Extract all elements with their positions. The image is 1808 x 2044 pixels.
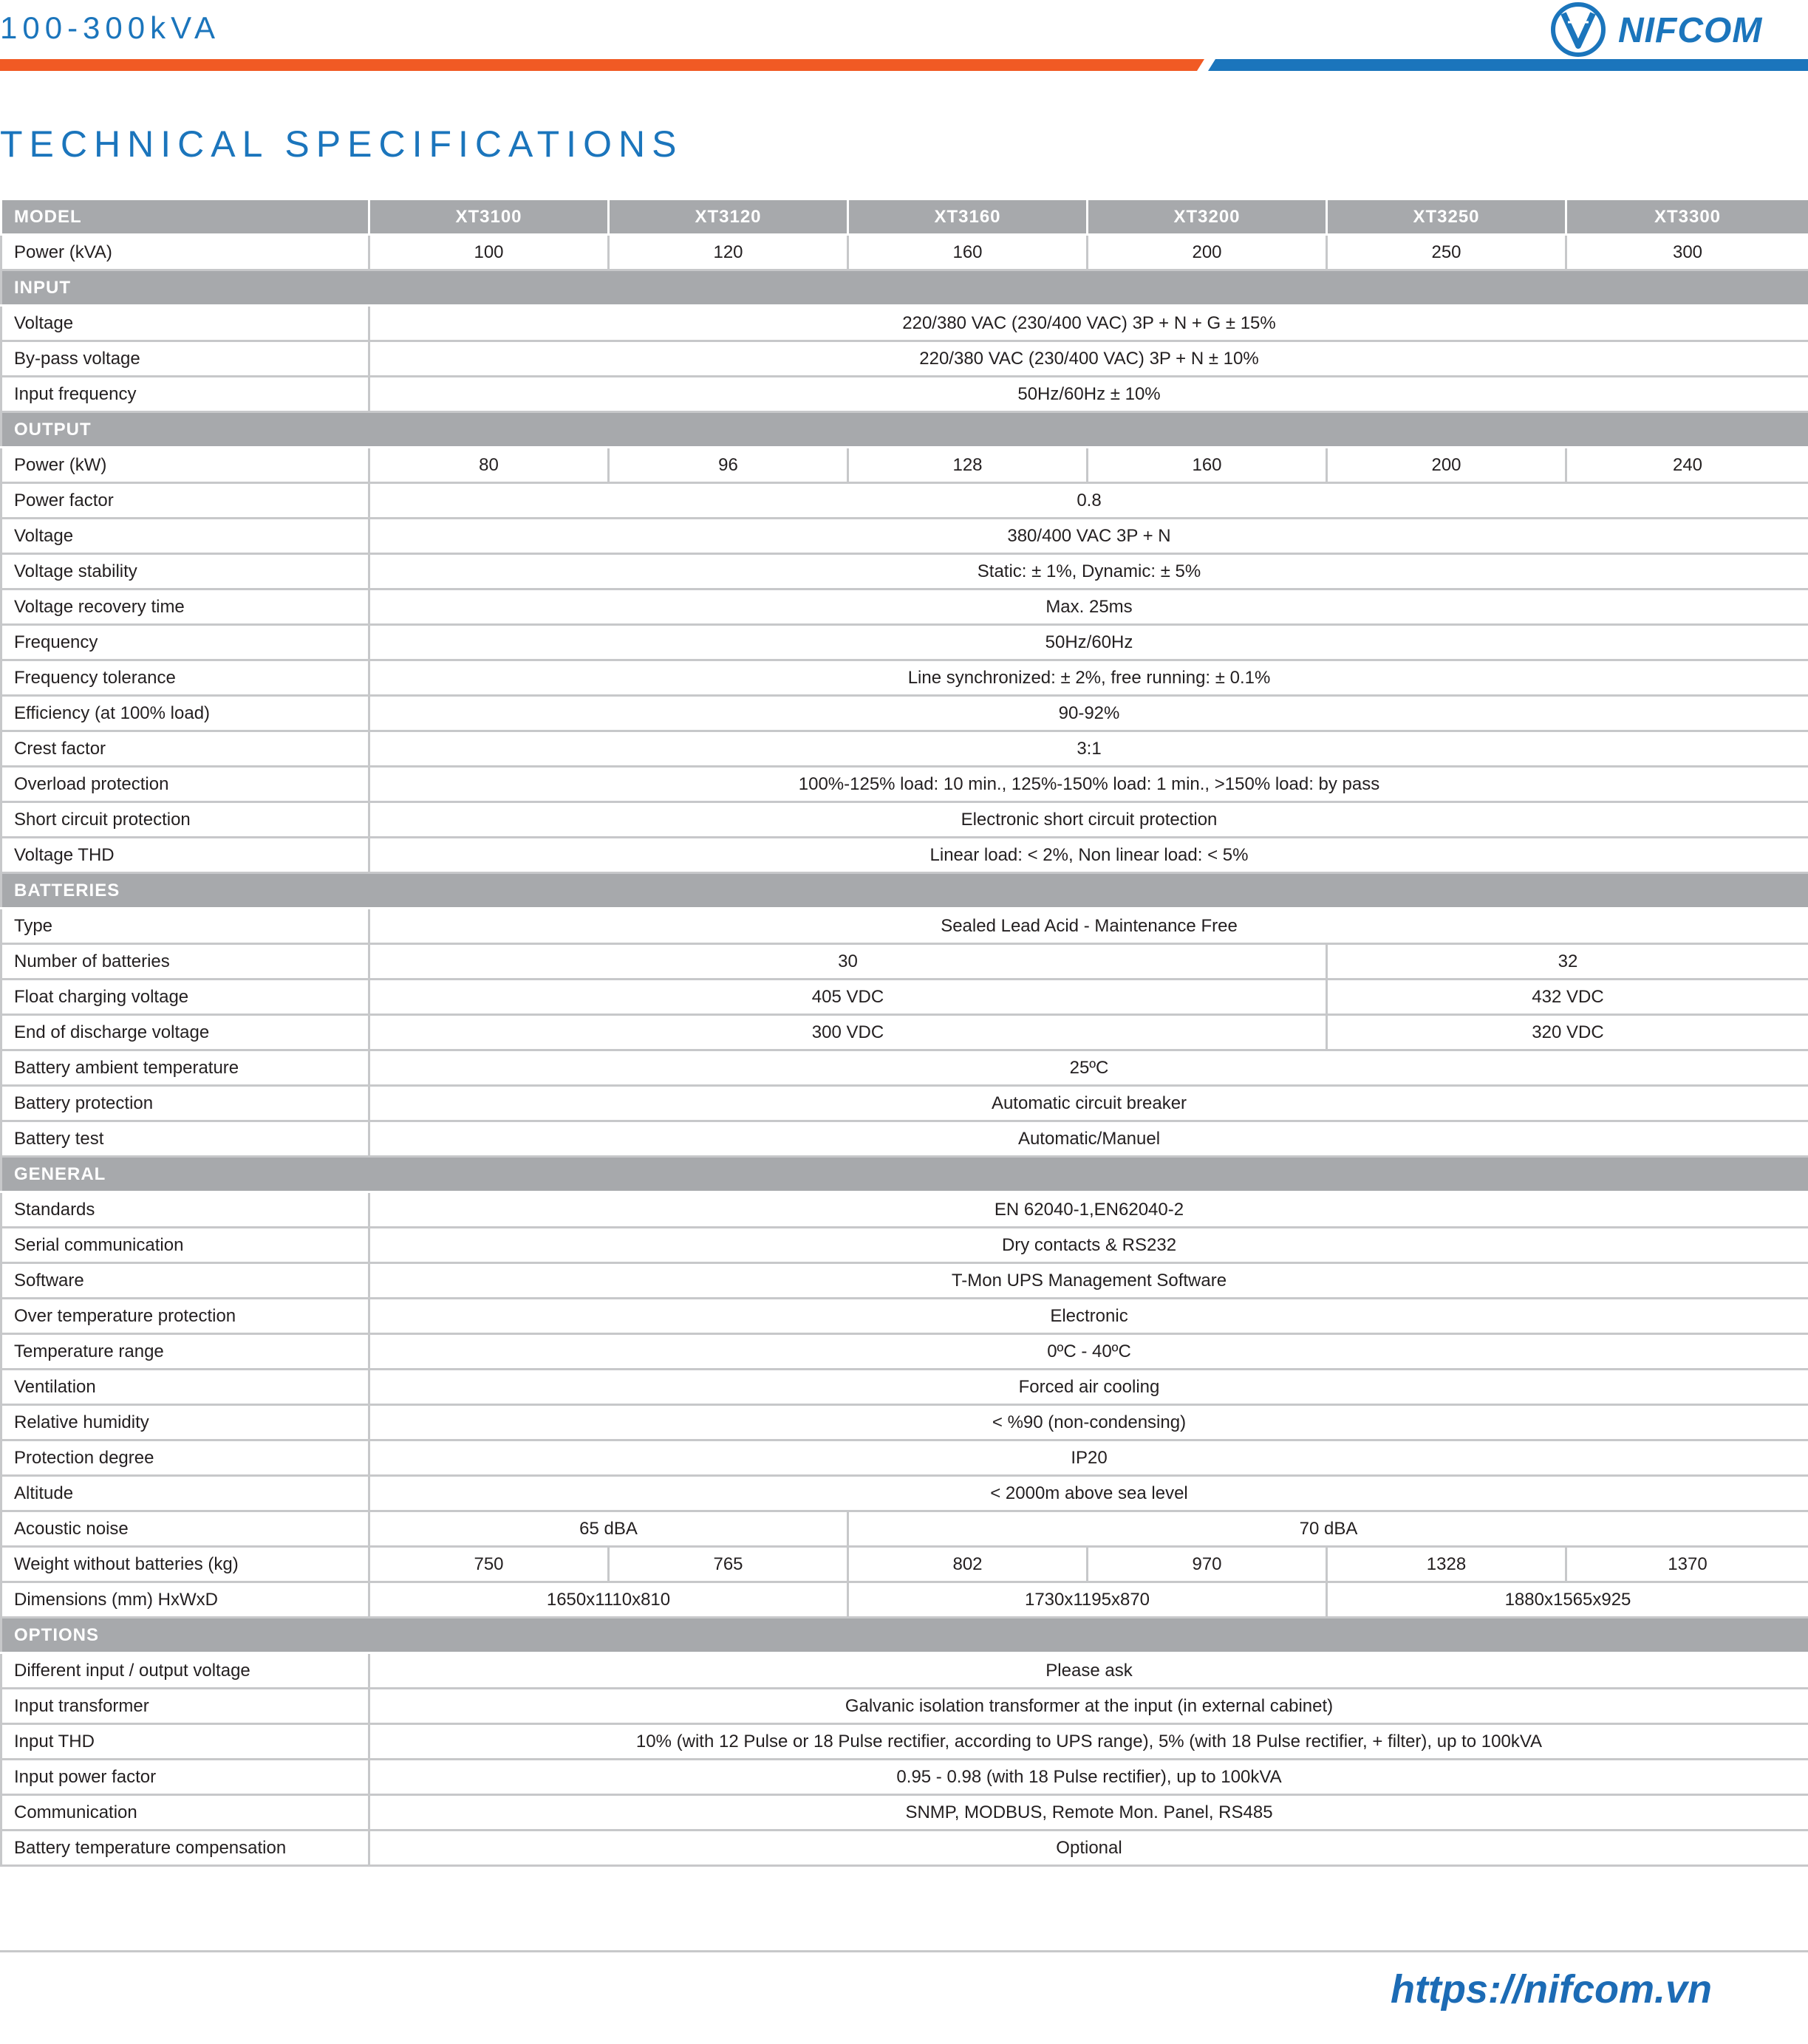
table-row: [1, 909, 1808, 944]
row-label: By-pass voltage: [1, 341, 369, 377]
row-label: Input THD: [1, 1724, 369, 1760]
section-title: OUTPUT: [1, 412, 1808, 448]
table-row: [1, 1760, 1808, 1795]
row-label: Acoustic noise: [1, 1511, 369, 1547]
value-cell: Max. 25ms: [369, 589, 1808, 625]
row-label: Communication: [1, 1795, 369, 1831]
model-cell: XT3250: [1327, 199, 1566, 235]
row-label: Altitude: [1, 1476, 369, 1511]
table-row: [1, 306, 1808, 341]
table-row: [1, 1086, 1808, 1121]
row-label: Weight without batteries (kg): [1, 1547, 369, 1582]
table-row: [1, 1121, 1808, 1157]
value-cell: Galvanic isolation transformer at the input (in external cabinet): [369, 1689, 1808, 1724]
row-label: Voltage stability: [1, 554, 369, 589]
row-label: Frequency tolerance: [1, 660, 369, 696]
value-cell: Linear load: < 2%, Non linear load: < 5%: [369, 838, 1808, 873]
model-cell: XT3200: [1088, 199, 1327, 235]
table-row: [1, 1689, 1808, 1724]
value-cell: 100: [369, 235, 609, 270]
table-row: [1, 483, 1808, 519]
table-row: [1, 838, 1808, 873]
value-cell: 320 VDC: [1327, 1015, 1808, 1050]
value-cell: 200: [1327, 448, 1566, 483]
table-row: [1, 235, 1808, 270]
row-label: Type: [1, 909, 369, 944]
table-row: [1, 554, 1808, 589]
value-cell: 220/380 VAC (230/400 VAC) 3P + N ± 10%: [369, 341, 1808, 377]
row-label: Battery protection: [1, 1086, 369, 1121]
model-cell: XT3120: [609, 199, 848, 235]
header-color-bar: [0, 59, 1808, 71]
model-cell: XT3100: [369, 199, 609, 235]
value-cell: Dry contacts & RS232: [369, 1228, 1808, 1263]
value-cell: 432 VDC: [1327, 980, 1808, 1015]
table-row: [1, 1795, 1808, 1831]
footer-divider: [0, 1950, 1808, 1952]
table-row: [1, 1192, 1808, 1228]
row-label: Voltage: [1, 306, 369, 341]
value-cell: Please ask: [369, 1653, 1808, 1689]
value-cell: 0ºC - 40ºC: [369, 1334, 1808, 1370]
section-header-input: [1, 270, 1808, 306]
section-title: INPUT: [1, 270, 1808, 306]
value-cell: 1880x1565x925: [1327, 1582, 1808, 1618]
table-row: [1, 1299, 1808, 1334]
value-cell: EN 62040-1,EN62040-2: [369, 1192, 1808, 1228]
value-cell: Automatic/Manuel: [369, 1121, 1808, 1157]
value-cell: 1370: [1566, 1547, 1808, 1582]
value-cell: 970: [1088, 1547, 1327, 1582]
page-title: TECHNICAL SPECIFICATIONS: [0, 123, 683, 165]
value-cell: 250: [1327, 235, 1566, 270]
row-label: Voltage: [1, 519, 369, 554]
value-cell: 160: [848, 235, 1088, 270]
table-row: [1, 1582, 1808, 1618]
row-label: Different input / output voltage: [1, 1653, 369, 1689]
table-row: [1, 944, 1808, 980]
row-label: Number of batteries: [1, 944, 369, 980]
row-label: Crest factor: [1, 731, 369, 767]
row-label: MODEL: [1, 199, 369, 235]
value-cell: 750: [369, 1547, 609, 1582]
value-cell: 120: [609, 235, 848, 270]
row-label: Frequency: [1, 625, 369, 660]
row-label: End of discharge voltage: [1, 1015, 369, 1050]
table-row: [1, 696, 1808, 731]
value-cell: 220/380 VAC (230/400 VAC) 3P + N + G ± 15%: [369, 306, 1808, 341]
brand-name: NIFCOM: [1618, 11, 1763, 50]
value-cell: 96: [609, 448, 848, 483]
value-cell: 128: [848, 448, 1088, 483]
row-label: Battery temperature compensation: [1, 1831, 369, 1866]
table-row: [1, 519, 1808, 554]
value-cell: 1730x1195x870: [848, 1582, 1327, 1618]
section-title: OPTIONS: [1, 1618, 1808, 1653]
value-cell: 100%-125% load: 10 min., 125%-150% load: 1 min., >150% load: by pass: [369, 767, 1808, 802]
value-cell: 65 dBA: [369, 1511, 848, 1547]
value-cell: 25ºC: [369, 1050, 1808, 1086]
table-row: [1, 1370, 1808, 1405]
table-row: [1, 802, 1808, 838]
row-label: Power (kVA): [1, 235, 369, 270]
value-cell: IP20: [369, 1440, 1808, 1476]
section-title: GENERAL: [1, 1157, 1808, 1192]
table-row: [1, 1547, 1808, 1582]
value-cell: 1650x1110x810: [369, 1582, 848, 1618]
row-label: Temperature range: [1, 1334, 369, 1370]
value-cell: 300 VDC: [369, 1015, 1327, 1050]
value-cell: 80: [369, 448, 609, 483]
value-cell: Automatic circuit breaker: [369, 1086, 1808, 1121]
section-header-batteries: [1, 873, 1808, 909]
nifcom-logo-icon: [1549, 0, 1615, 59]
value-cell: 3:1: [369, 731, 1808, 767]
value-cell: 90-92%: [369, 696, 1808, 731]
value-cell: < 2000m above sea level: [369, 1476, 1808, 1511]
table-row: [1, 1724, 1808, 1760]
section-header-output: [1, 412, 1808, 448]
table-row: [1, 625, 1808, 660]
table-row: [1, 1511, 1808, 1547]
row-label: Float charging voltage: [1, 980, 369, 1015]
table-row: [1, 589, 1808, 625]
row-label: Battery ambient temperature: [1, 1050, 369, 1086]
table-row: [1, 1440, 1808, 1476]
value-cell: 50Hz/60Hz ± 10%: [369, 377, 1808, 412]
row-label: Efficiency (at 100% load): [1, 696, 369, 731]
value-cell: 765: [609, 1547, 848, 1582]
row-label: Serial communication: [1, 1228, 369, 1263]
value-cell: 32: [1327, 944, 1808, 980]
value-cell: 70 dBA: [848, 1511, 1808, 1547]
table-row: [1, 341, 1808, 377]
row-label: Input power factor: [1, 1760, 369, 1795]
value-cell: 802: [848, 1547, 1088, 1582]
value-cell: Electronic: [369, 1299, 1808, 1334]
row-label: Relative humidity: [1, 1405, 369, 1440]
value-cell: 30: [369, 944, 1327, 980]
value-cell: 300: [1566, 235, 1808, 270]
model-cell: XT3300: [1566, 199, 1808, 235]
table-row: [1, 1263, 1808, 1299]
row-label: Input frequency: [1, 377, 369, 412]
row-label: Battery test: [1, 1121, 369, 1157]
row-label: Power factor: [1, 483, 369, 519]
section-header-options: [1, 1618, 1808, 1653]
row-label: Short circuit protection: [1, 802, 369, 838]
table-row: [1, 1831, 1808, 1866]
value-cell: Line synchronized: ± 2%, free running: ± 0.1%: [369, 660, 1808, 696]
table-row: [1, 1405, 1808, 1440]
value-cell: 240: [1566, 448, 1808, 483]
row-label: Power (kW): [1, 448, 369, 483]
value-cell: 10% (with 12 Pulse or 18 Pulse rectifier, according to UPS range), 5% (with 18 Pulse rectifier, + filter), up to 100kVA: [369, 1724, 1808, 1760]
table-row: [1, 980, 1808, 1015]
value-cell: 160: [1088, 448, 1327, 483]
row-label: Standards: [1, 1192, 369, 1228]
row-label: Overload protection: [1, 767, 369, 802]
value-cell: Optional: [369, 1831, 1808, 1866]
value-cell: SNMP, MODBUS, Remote Mon. Panel, RS485: [369, 1795, 1808, 1831]
value-cell: 0.8: [369, 483, 1808, 519]
row-label: Software: [1, 1263, 369, 1299]
table-row: [1, 660, 1808, 696]
value-cell: 1328: [1327, 1547, 1566, 1582]
value-cell: Sealed Lead Acid - Maintenance Free: [369, 909, 1808, 944]
row-label: Over temperature protection: [1, 1299, 369, 1334]
table-row: [1, 1334, 1808, 1370]
value-cell: 200: [1088, 235, 1327, 270]
row-label: Voltage THD: [1, 838, 369, 873]
model-row: [1, 199, 1808, 235]
row-label: Input transformer: [1, 1689, 369, 1724]
section-header-general: [1, 1157, 1808, 1192]
row-label: Protection degree: [1, 1440, 369, 1476]
value-cell: Electronic short circuit protection: [369, 802, 1808, 838]
model-cell: XT3160: [848, 199, 1088, 235]
table-row: [1, 1015, 1808, 1050]
row-label: Ventilation: [1, 1370, 369, 1405]
value-cell: T-Mon UPS Management Software: [369, 1263, 1808, 1299]
value-cell: 380/400 VAC 3P + N: [369, 519, 1808, 554]
table-row: [1, 731, 1808, 767]
value-cell: Forced air cooling: [369, 1370, 1808, 1405]
section-title: BATTERIES: [1, 873, 1808, 909]
value-cell: 50Hz/60Hz: [369, 625, 1808, 660]
value-cell: Static: ± 1%, Dynamic: ± 5%: [369, 554, 1808, 589]
table-row: [1, 1050, 1808, 1086]
table-row: [1, 377, 1808, 412]
brand-logo[interactable]: [1549, 0, 1770, 59]
table-row: [1, 767, 1808, 802]
website-link[interactable]: https://nifcom.vn: [1391, 1967, 1712, 2011]
table-row: [1, 448, 1808, 483]
value-cell: 0.95 - 0.98 (with 18 Pulse rectifier), up to 100kVA: [369, 1760, 1808, 1795]
row-label: Dimensions (mm) HxWxD: [1, 1582, 369, 1618]
value-cell: 405 VDC: [369, 980, 1327, 1015]
range-title: 100-300kVA: [0, 10, 221, 45]
table-row: [1, 1653, 1808, 1689]
table-row: [1, 1476, 1808, 1511]
value-cell: < %90 (non-condensing): [369, 1405, 1808, 1440]
spec-table: [0, 198, 1808, 1867]
table-row: [1, 1228, 1808, 1263]
row-label: Voltage recovery time: [1, 589, 369, 625]
